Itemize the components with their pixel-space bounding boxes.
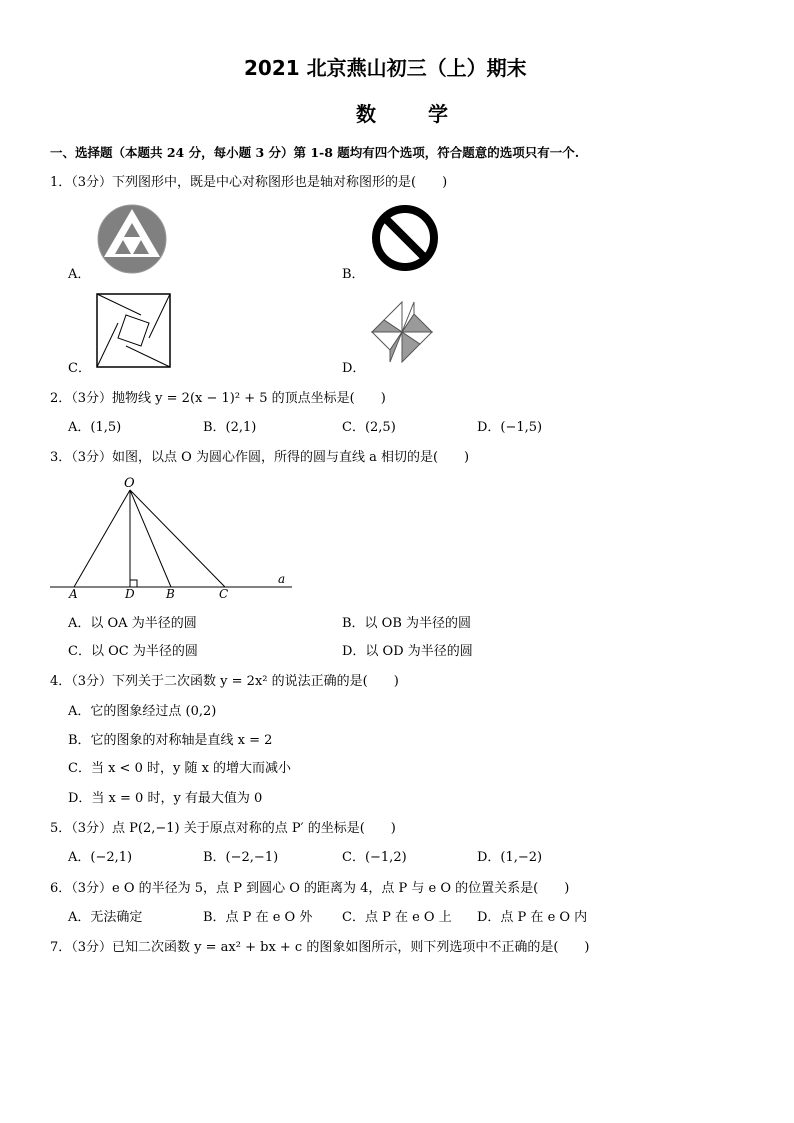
- question-6-stem: 6．（3分）e O 的半径为 5，点 P 到圆心 O 的距离为 4，点 P 与 e O 的位置关系是( ): [50, 881, 570, 896]
- q1-option-b-label: B．: [342, 267, 365, 282]
- q3-option-a: A．以 OA 为半径的圆: [68, 616, 197, 631]
- q3-label-o: O: [124, 476, 135, 491]
- q3-option-b: B．以 OB 为半径的圆: [342, 616, 472, 631]
- q3-label-c: C: [219, 587, 229, 601]
- q6-option-b: B．点 P 在 e O 外: [203, 910, 313, 925]
- section-heading: 一、选择题（本题共 24 分，每小题 3 分）第 1-8 题均有四个选项，符合题意的选项只有一个.: [50, 145, 580, 160]
- q2-option-b: B．(2,1): [203, 420, 257, 435]
- question-1-stem: 1．（3分）下列图形中，既是中心对称图形也是轴对称图形的是( ): [50, 175, 448, 190]
- question-5-stem: 5．（3分）点 P(2,−1) 关于原点对称的点 P′ 的坐标是( ): [50, 821, 396, 836]
- q1-figure-c: [96, 293, 171, 368]
- q4-option-a: A．它的图象经过点 (0,2): [68, 704, 217, 719]
- q3-label-a: A: [69, 587, 78, 601]
- q1-option-a-label: A．: [68, 267, 91, 282]
- q5-option-a: A．(−2,1): [68, 850, 133, 865]
- q3-option-c: C．以 OC 为半径的圆: [68, 644, 198, 659]
- q3-label-d: D: [125, 587, 135, 601]
- q5-option-b: B．(−2,−1): [203, 850, 279, 865]
- q4-option-c: C．当 x < 0 时，y 随 x 的增大而减小: [68, 761, 292, 776]
- q2-option-d: D．(−1,5): [477, 420, 543, 435]
- q2-option-a: A．(1,5): [68, 420, 122, 435]
- subject-char-1: 数: [356, 102, 376, 126]
- question-7-stem: 7．（3分）已知二次函数 y = ax² + bx + c 的图象如图所示，则下列选项中不正确的是( ): [50, 940, 590, 955]
- q3-label-line-a: a: [278, 572, 286, 586]
- q6-option-c: C．点 P 在 e O 上: [342, 910, 452, 925]
- q1-figure-d: [371, 299, 433, 365]
- q5-option-d: D．(1,−2): [477, 850, 543, 865]
- subject-char-2: 学: [428, 102, 448, 126]
- q4-option-d: D．当 x = 0 时，y 有最大值为 0: [68, 791, 263, 806]
- q3-label-b: B: [166, 587, 175, 601]
- question-4-stem: 4．（3分）下列关于二次函数 y = 2x² 的说法正确的是( ): [50, 674, 399, 689]
- q2-option-c: C．(2,5): [342, 420, 396, 435]
- q4-option-b: B．它的图象的对称轴是直线 x = 2: [68, 733, 273, 748]
- question-3-stem: 3．（3分）如图，以点 O 为圆心作圆，所得的圆与直线 a 相切的是( ): [50, 450, 470, 465]
- page-title: 2021 北京燕山初三（上）期末: [244, 56, 527, 80]
- q1-figure-a: [96, 203, 168, 275]
- q3-option-d: D．以 OD 为半径的圆: [342, 644, 473, 659]
- q6-option-a: A．无法确定: [68, 910, 143, 925]
- q1-option-d-label: D．: [342, 361, 366, 376]
- q6-option-d: D．点 P 在 e O 内: [477, 910, 588, 925]
- q1-option-c-label: C．: [68, 361, 91, 376]
- q5-option-c: C．(−1,2): [342, 850, 407, 865]
- q1-figure-b: [370, 203, 440, 273]
- question-2-stem: 2．（3分）抛物线 y = 2(x − 1)² + 5 的顶点坐标是( ): [50, 391, 386, 406]
